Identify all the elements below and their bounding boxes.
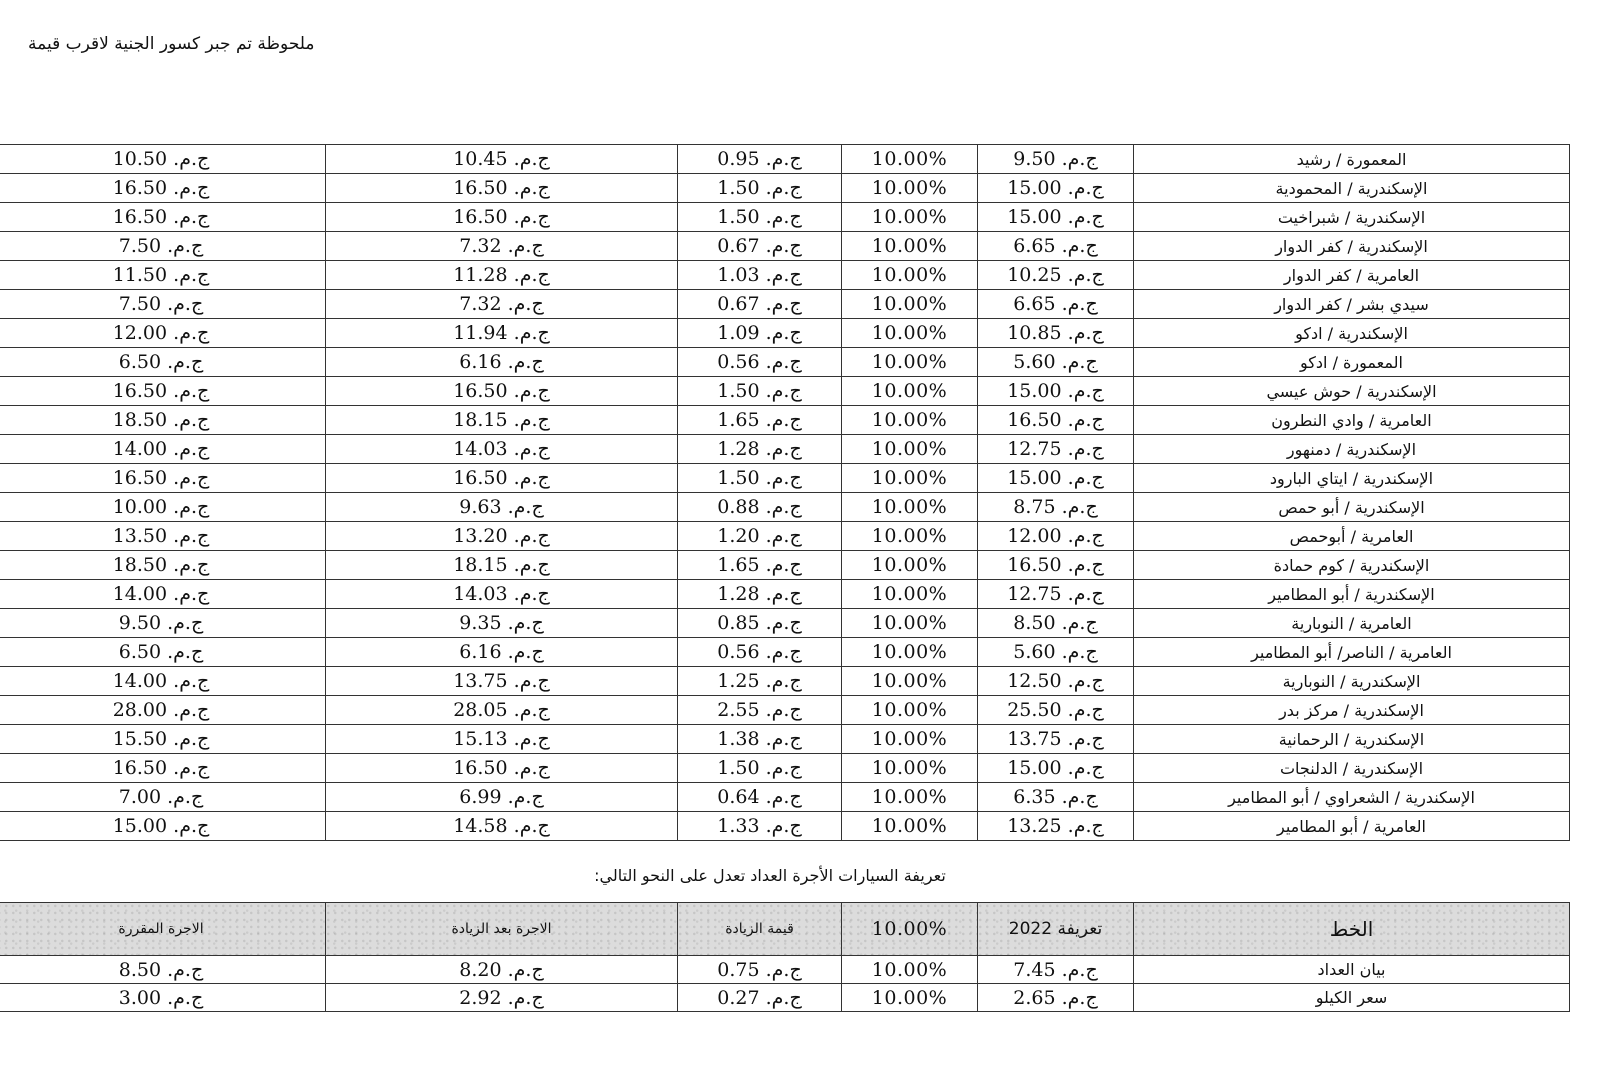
route-cell: المعمورة / رشيد <box>1134 145 1570 174</box>
increase-value-cell: ج.م. 1.33 <box>678 812 842 841</box>
final-fare-cell: ج.م. 7.00 <box>0 783 326 812</box>
fare-after-increase-cell: ج.م. 15.13 <box>326 725 678 754</box>
final-fare-cell: ج.م. 16.50 <box>0 754 326 783</box>
percentage-cell: 10.00% <box>842 261 978 290</box>
route-cell: بيان العداد <box>1134 956 1570 984</box>
final-fare-cell: ج.م. 15.50 <box>0 725 326 754</box>
increase-value-cell: ج.م. 1.03 <box>678 261 842 290</box>
route-cell: المعمورة / ادكو <box>1134 348 1570 377</box>
increase-value-cell: ج.م. 1.25 <box>678 667 842 696</box>
table-row <box>0 551 1570 580</box>
tariff-cell: ج.م. 8.50 <box>978 609 1134 638</box>
final-fare-cell: ج.م. 14.00 <box>0 580 326 609</box>
fare-after-increase-cell: ج.م. 9.35 <box>326 609 678 638</box>
percentage-cell: 10.00% <box>842 783 978 812</box>
tariff-cell: ج.م. 6.65 <box>978 232 1134 261</box>
rounding-note: ملحوظة تم جبر كسور الجنية لاقرب قيمة <box>28 34 315 54</box>
tariff-cell: ج.م. 13.25 <box>978 812 1134 841</box>
table-row <box>0 348 1570 377</box>
table-row <box>0 232 1570 261</box>
increase-value-cell: ج.م. 1.20 <box>678 522 842 551</box>
table-row <box>0 956 1570 984</box>
header-fare-after-increase: الاجرة بعد الزيادة <box>326 903 678 956</box>
percentage-cell: 10.00% <box>842 696 978 725</box>
table-row <box>0 580 1570 609</box>
increase-value-cell: ج.م. 1.50 <box>678 174 842 203</box>
final-fare-cell: ج.م. 16.50 <box>0 464 326 493</box>
increase-value-cell: ج.م. 2.55 <box>678 696 842 725</box>
header-increase-value: قيمة الزيادة <box>678 903 842 956</box>
route-cell: الإسكندرية / المحمودية <box>1134 174 1570 203</box>
table-row <box>0 609 1570 638</box>
fare-after-increase-cell: ج.م. 6.99 <box>326 783 678 812</box>
percentage-cell: 10.00% <box>842 984 978 1012</box>
percentage-cell: 10.00% <box>842 435 978 464</box>
final-fare-cell: ج.م. 11.50 <box>0 261 326 290</box>
percentage-cell: 10.00% <box>842 754 978 783</box>
increase-value-cell: ج.م. 1.50 <box>678 377 842 406</box>
increase-value-cell: ج.م. 1.28 <box>678 435 842 464</box>
table-row <box>0 638 1570 667</box>
route-cell: الإسكندرية / مركز بدر <box>1134 696 1570 725</box>
tariff-cell: ج.م. 12.50 <box>978 667 1134 696</box>
meter-header-row <box>0 903 1570 956</box>
percentage-cell: 10.00% <box>842 377 978 406</box>
table-row <box>0 754 1570 783</box>
table-row <box>0 522 1570 551</box>
increase-value-cell: ج.م. 0.64 <box>678 783 842 812</box>
tariff-cell: ج.م. 2.65 <box>978 984 1134 1012</box>
fare-after-increase-cell: ج.م. 2.92 <box>326 984 678 1012</box>
fare-after-increase-cell: ج.م. 13.75 <box>326 667 678 696</box>
percentage-cell: 10.00% <box>842 406 978 435</box>
increase-value-cell: ج.م. 1.50 <box>678 754 842 783</box>
tariff-cell: ج.م. 6.65 <box>978 290 1134 319</box>
tariff-cell: ج.م. 5.60 <box>978 348 1134 377</box>
increase-value-cell: ج.م. 1.09 <box>678 319 842 348</box>
route-cell: الإسكندرية / شبراخيت <box>1134 203 1570 232</box>
fare-after-increase-cell: ج.م. 11.94 <box>326 319 678 348</box>
table-row <box>0 406 1570 435</box>
percentage-cell: 10.00% <box>842 580 978 609</box>
fare-after-increase-cell: ج.م. 14.03 <box>326 435 678 464</box>
increase-value-cell: ج.م. 0.56 <box>678 638 842 667</box>
tariff-cell: ج.م. 6.35 <box>978 783 1134 812</box>
tariff-cell: ج.م. 10.85 <box>978 319 1134 348</box>
fare-after-increase-cell: ج.م. 18.15 <box>326 406 678 435</box>
header-line: الخط <box>1134 903 1570 956</box>
increase-value-cell: ج.م. 0.85 <box>678 609 842 638</box>
final-fare-cell: ج.م. 15.00 <box>0 812 326 841</box>
fare-after-increase-cell: ج.م. 11.28 <box>326 261 678 290</box>
percentage-cell: 10.00% <box>842 667 978 696</box>
table-row <box>0 812 1570 841</box>
route-cell: الإسكندرية / النوبارية <box>1134 667 1570 696</box>
final-fare-cell: ج.م. 13.50 <box>0 522 326 551</box>
table-row <box>0 261 1570 290</box>
fare-table-body <box>0 145 1570 841</box>
fare-after-increase-cell: ج.م. 16.50 <box>326 754 678 783</box>
percentage-cell: 10.00% <box>842 203 978 232</box>
table-row <box>0 984 1570 1012</box>
increase-value-cell: ج.م. 0.67 <box>678 232 842 261</box>
fare-after-increase-cell: ج.م. 6.16 <box>326 348 678 377</box>
fare-after-increase-cell: ج.م. 10.45 <box>326 145 678 174</box>
increase-value-cell: ج.م. 1.50 <box>678 203 842 232</box>
final-fare-cell: ج.م. 6.50 <box>0 348 326 377</box>
tariff-cell: ج.م. 8.75 <box>978 493 1134 522</box>
percentage-cell: 10.00% <box>842 319 978 348</box>
route-cell: العامرية / الناصر/ أبو المطامير <box>1134 638 1570 667</box>
final-fare-cell: ج.م. 14.00 <box>0 667 326 696</box>
tariff-cell: ج.م. 12.00 <box>978 522 1134 551</box>
final-fare-cell: ج.م. 9.50 <box>0 609 326 638</box>
meter-table-body <box>0 956 1570 1012</box>
final-fare-cell: ج.م. 10.50 <box>0 145 326 174</box>
tariff-cell: ج.م. 9.50 <box>978 145 1134 174</box>
tariff-cell: ج.م. 16.50 <box>978 406 1134 435</box>
final-fare-cell: ج.م. 18.50 <box>0 406 326 435</box>
fare-after-increase-cell: ج.م. 14.58 <box>326 812 678 841</box>
percentage-cell: 10.00% <box>842 290 978 319</box>
route-cell: الإسكندرية / ايتاي البارود <box>1134 464 1570 493</box>
fare-after-increase-cell: ج.م. 16.50 <box>326 377 678 406</box>
percentage-cell: 10.00% <box>842 174 978 203</box>
final-fare-cell: ج.م. 28.00 <box>0 696 326 725</box>
increase-value-cell: ج.م. 1.65 <box>678 406 842 435</box>
increase-value-cell: ج.م. 1.38 <box>678 725 842 754</box>
tariff-cell: ج.م. 10.25 <box>978 261 1134 290</box>
header-percentage: 10.00% <box>842 903 978 956</box>
route-cell: سعر الكيلو <box>1134 984 1570 1012</box>
table-row <box>0 435 1570 464</box>
route-cell: الإسكندرية / أبو المطامير <box>1134 580 1570 609</box>
fare-after-increase-cell: ج.م. 6.16 <box>326 638 678 667</box>
fare-after-increase-cell: ج.م. 8.20 <box>326 956 678 984</box>
increase-value-cell: ج.م. 0.27 <box>678 984 842 1012</box>
route-cell: الإسكندرية / حوش عيسي <box>1134 377 1570 406</box>
increase-value-cell: ج.م. 0.56 <box>678 348 842 377</box>
increase-value-cell: ج.م. 1.50 <box>678 464 842 493</box>
fare-after-increase-cell: ج.م. 28.05 <box>326 696 678 725</box>
route-cell: العامرية / وادي النطرون <box>1134 406 1570 435</box>
table-row <box>0 290 1570 319</box>
percentage-cell: 10.00% <box>842 609 978 638</box>
fare-after-increase-cell: ج.م. 18.15 <box>326 551 678 580</box>
percentage-cell: 10.00% <box>842 464 978 493</box>
final-fare-cell: ج.م. 12.00 <box>0 319 326 348</box>
tariff-cell: ج.م. 16.50 <box>978 551 1134 580</box>
route-cell: الإسكندرية / الدلنجات <box>1134 754 1570 783</box>
final-fare-cell: ج.م. 14.00 <box>0 435 326 464</box>
fare-after-increase-cell: ج.م. 7.32 <box>326 290 678 319</box>
percentage-cell: 10.00% <box>842 348 978 377</box>
route-cell: العامرية / كفر الدوار <box>1134 261 1570 290</box>
route-cell: الإسكندرية / الرحمانية <box>1134 725 1570 754</box>
increase-value-cell: ج.م. 0.75 <box>678 956 842 984</box>
percentage-cell: 10.00% <box>842 522 978 551</box>
fare-after-increase-cell: ج.م. 7.32 <box>326 232 678 261</box>
final-fare-cell: ج.م. 18.50 <box>0 551 326 580</box>
table-row <box>0 174 1570 203</box>
increase-value-cell: ج.م. 0.67 <box>678 290 842 319</box>
route-cell: الإسكندرية / أبو حمص <box>1134 493 1570 522</box>
percentage-cell: 10.00% <box>842 725 978 754</box>
final-fare-cell: ج.م. 7.50 <box>0 232 326 261</box>
table-row <box>0 696 1570 725</box>
route-cell: العامرية / أبو المطامير <box>1134 812 1570 841</box>
percentage-cell: 10.00% <box>842 638 978 667</box>
route-cell: الإسكندرية / دمنهور <box>1134 435 1570 464</box>
route-cell: الإسكندرية / كوم حمادة <box>1134 551 1570 580</box>
table-row <box>0 667 1570 696</box>
table-row <box>0 145 1570 174</box>
tariff-cell: ج.م. 15.00 <box>978 174 1134 203</box>
tariff-cell: ج.م. 12.75 <box>978 580 1134 609</box>
tariff-cell: ج.م. 25.50 <box>978 696 1134 725</box>
table-row <box>0 725 1570 754</box>
tariff-cell: ج.م. 7.45 <box>978 956 1134 984</box>
fare-after-increase-cell: ج.م. 16.50 <box>326 203 678 232</box>
route-cell: الإسكندرية / الشعراوي / أبو المطامير <box>1134 783 1570 812</box>
percentage-cell: 10.00% <box>842 145 978 174</box>
route-cell: العامرية / أبوحمص <box>1134 522 1570 551</box>
tariff-cell: ج.م. 15.00 <box>978 754 1134 783</box>
percentage-cell: 10.00% <box>842 232 978 261</box>
route-cell: الإسكندرية / ادكو <box>1134 319 1570 348</box>
meter-table <box>0 902 1570 1012</box>
table-row <box>0 493 1570 522</box>
meter-caption: تعريفة السيارات الأجرة العداد تعدل على النحو التالي: <box>594 866 946 885</box>
fare-after-increase-cell: ج.م. 16.50 <box>326 464 678 493</box>
final-fare-cell: ج.م. 8.50 <box>0 956 326 984</box>
fare-after-increase-cell: ج.م. 14.03 <box>326 580 678 609</box>
tariff-cell: ج.م. 15.00 <box>978 203 1134 232</box>
increase-value-cell: ج.م. 0.95 <box>678 145 842 174</box>
final-fare-cell: ج.م. 7.50 <box>0 290 326 319</box>
fare-after-increase-cell: ج.م. 16.50 <box>326 174 678 203</box>
table-row <box>0 377 1570 406</box>
tariff-cell: ج.م. 13.75 <box>978 725 1134 754</box>
percentage-cell: 10.00% <box>842 812 978 841</box>
tariff-cell: ج.م. 5.60 <box>978 638 1134 667</box>
percentage-cell: 10.00% <box>842 551 978 580</box>
increase-value-cell: ج.م. 1.65 <box>678 551 842 580</box>
fare-table <box>0 144 1570 841</box>
table-row <box>0 783 1570 812</box>
increase-value-cell: ج.م. 0.88 <box>678 493 842 522</box>
final-fare-cell: ج.م. 16.50 <box>0 174 326 203</box>
table-row <box>0 319 1570 348</box>
header-tariff-2022: تعريفة 2022 <box>978 903 1134 956</box>
final-fare-cell: ج.م. 16.50 <box>0 377 326 406</box>
tariff-cell: ج.م. 15.00 <box>978 464 1134 493</box>
route-cell: سيدي بشر / كفر الدوار <box>1134 290 1570 319</box>
route-cell: العامرية / النوبارية <box>1134 609 1570 638</box>
table-row <box>0 203 1570 232</box>
table-row <box>0 464 1570 493</box>
percentage-cell: 10.00% <box>842 493 978 522</box>
final-fare-cell: ج.م. 10.00 <box>0 493 326 522</box>
final-fare-cell: ج.م. 3.00 <box>0 984 326 1012</box>
fare-after-increase-cell: ج.م. 9.63 <box>326 493 678 522</box>
tariff-cell: ج.م. 15.00 <box>978 377 1134 406</box>
fare-after-increase-cell: ج.م. 13.20 <box>326 522 678 551</box>
final-fare-cell: ج.م. 16.50 <box>0 203 326 232</box>
increase-value-cell: ج.م. 1.28 <box>678 580 842 609</box>
final-fare-cell: ج.م. 6.50 <box>0 638 326 667</box>
route-cell: الإسكندرية / كفر الدوار <box>1134 232 1570 261</box>
header-final-fare: الاجرة المقررة <box>0 903 326 956</box>
percentage-cell: 10.00% <box>842 956 978 984</box>
tariff-cell: ج.م. 12.75 <box>978 435 1134 464</box>
